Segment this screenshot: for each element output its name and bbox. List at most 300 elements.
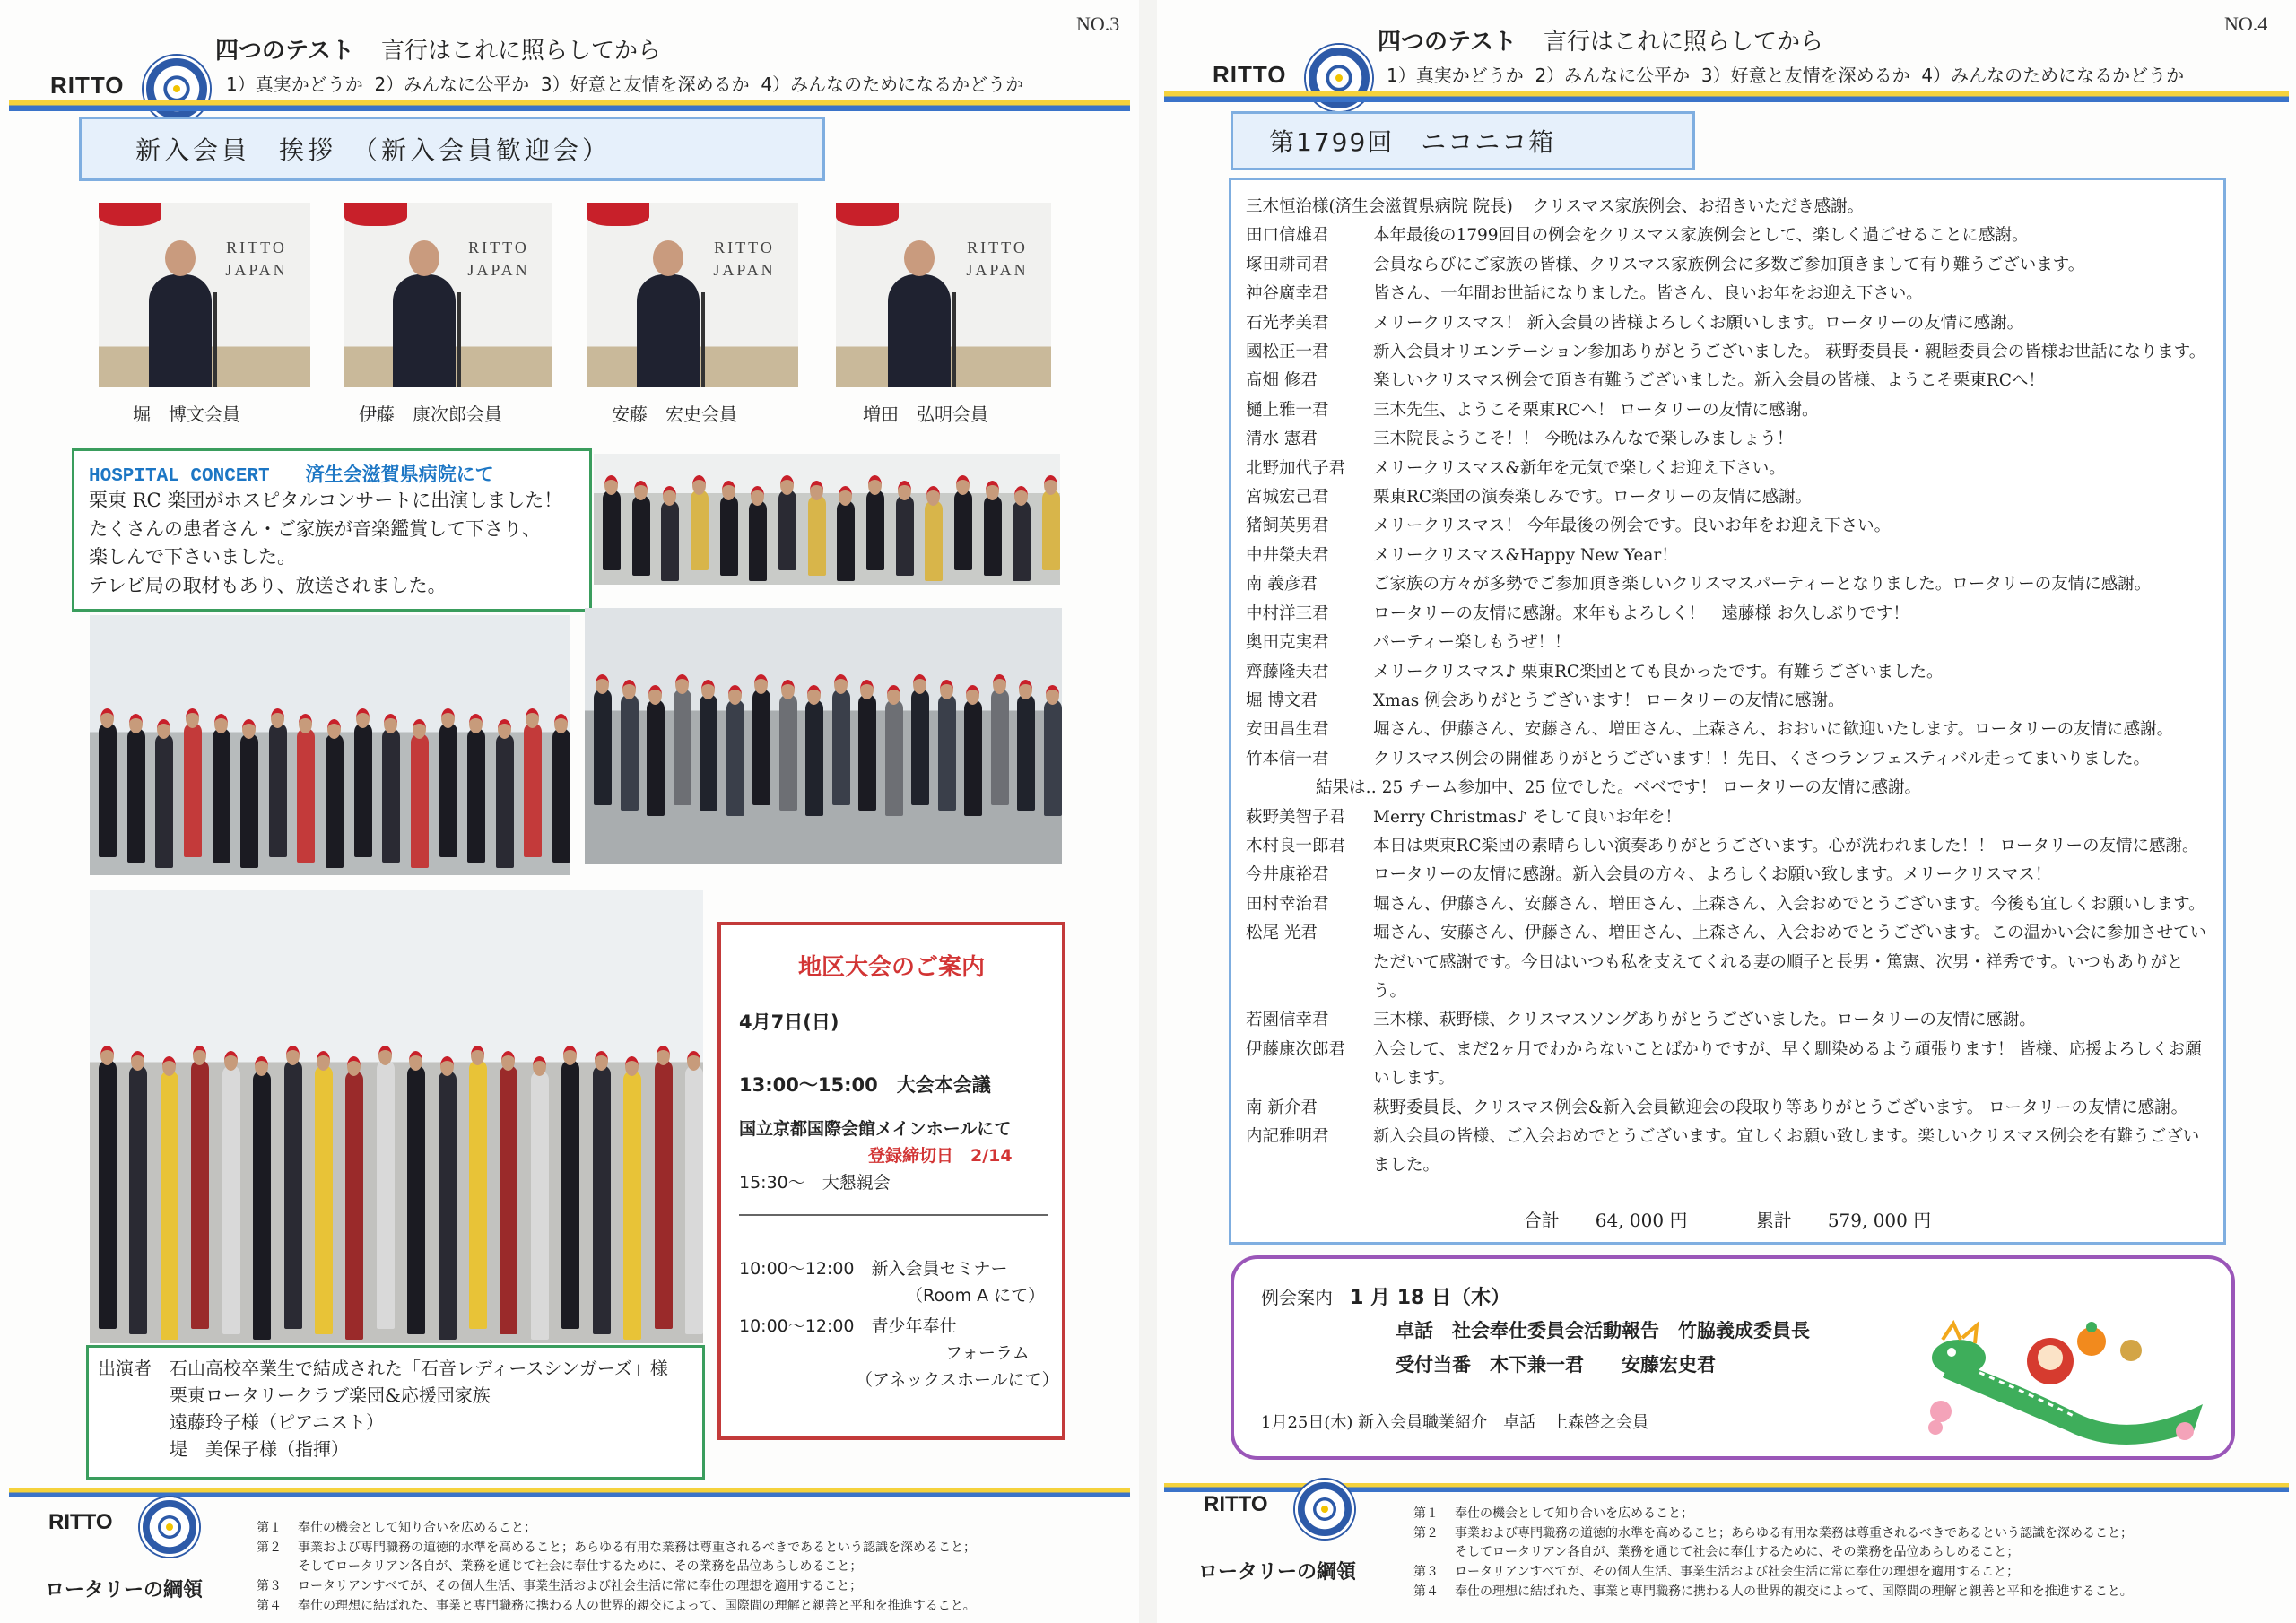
hospital-concert-box	[72, 448, 592, 612]
thanks-message: 堀さん、伊藤さん、安藤さん、増田さん、上森さん、入会おめでとうございます。今後も宜しくお願いします。	[1373, 894, 2205, 914]
member-name: 中井榮夫君	[1246, 545, 1329, 565]
thanks-entry	[1246, 919, 2214, 1006]
performer-figure	[623, 1071, 641, 1340]
performer-figure	[99, 1060, 117, 1329]
member-photo	[587, 203, 798, 387]
performer-line: 堤 美保子様（指揮）	[170, 1438, 349, 1460]
microphone-stand	[457, 292, 461, 387]
performer-figure	[726, 699, 744, 816]
concert-photo-left	[90, 615, 570, 875]
performer-line: 石山高校卒業生で結成された「石音レディースシンガーズ」様	[170, 1358, 668, 1379]
section-title-nikoniko: 第1799回 ニコニコ箱	[1231, 111, 1695, 170]
member-name: 國松正一君	[1246, 343, 1329, 362]
thanks-entry	[1246, 512, 2214, 541]
performer-head	[810, 481, 823, 500]
thanks-entry	[1246, 483, 2214, 512]
thanks-message: 三木様、萩野様、クリスマスソングありがとうございました。ロータリーの友情に感謝。	[1373, 1011, 2036, 1030]
thanks-entry	[1246, 425, 2214, 454]
thanks-entry	[1246, 455, 2214, 483]
thanks-entry	[1246, 367, 2214, 395]
thanks-message: クリスマス例会の開催ありがとうございます！！先日、くさつランフェスティバル走ってまいりました。	[1373, 749, 2150, 768]
rotary-objects-title: ロータリーの綱領	[1198, 1561, 1357, 1584]
performer-figure	[1013, 500, 1031, 581]
thanks-entry	[1246, 716, 2214, 744]
thanks-list	[1246, 193, 2214, 1181]
member-name: 齊藤隆夫君	[1246, 662, 1329, 681]
ritto-banner-text: RITTO JAPAN	[467, 239, 530, 280]
concert-line: テレビ局の取材もあり、放送されました。	[89, 574, 447, 596]
thanks-message: 堀さん、伊藤さん、安藤さん、増田さん、上森さん、おおいに歓迎いたします。ロータリーの友情に感謝。	[1373, 720, 2174, 740]
performer-figure	[832, 689, 850, 805]
performer-figure	[594, 689, 612, 805]
performer-head	[993, 674, 1006, 694]
thanks-message: パーティー楽しもうぜ！！	[1373, 633, 1571, 653]
performer-figure	[284, 1060, 302, 1329]
performer-head	[834, 674, 848, 694]
member-name	[1246, 774, 1316, 803]
performer-line: 栗東ロータリークラブ楽団&応援団家族	[170, 1384, 491, 1406]
performer-head	[887, 685, 900, 705]
performer-head	[186, 708, 199, 728]
member-name: 樋上雅一君	[1246, 400, 1329, 420]
performer-figure	[129, 1065, 147, 1334]
header-stripe	[1164, 91, 2289, 102]
performer-head	[898, 481, 911, 500]
performer-figure	[469, 1060, 487, 1329]
performer-head	[271, 708, 284, 728]
speaker-face	[409, 240, 439, 276]
newsletter-page-4	[1157, 0, 2296, 1623]
event-date: 4月7日(日)	[739, 1011, 839, 1033]
thanks-message: メリークリスマス&Happy New Year！	[1373, 545, 1678, 565]
performer-figure	[222, 1065, 240, 1334]
performer-figure	[808, 495, 826, 576]
performer-head	[498, 719, 511, 739]
member-name: 伊藤康次郎君	[1246, 1039, 1346, 1059]
event-divider	[739, 1214, 1048, 1216]
banner	[836, 203, 899, 226]
performer-head	[162, 1056, 176, 1076]
meeting-label: 例会案内 1 月 18 日（木）	[1261, 1287, 1510, 1309]
thanks-message: 堀さん、安藤さん、伊藤さん、増田さん、上森さん、入会おめでとうございます。この温かい会に参加させていただいて感謝です。今日はいつも私を支えてくれる妻の順子と長男・篤憲、次男・祥秀です。いつもありがとう。	[1373, 924, 2207, 1001]
performer-figure	[1017, 694, 1035, 811]
performer-head	[595, 1051, 608, 1071]
performer-figure	[691, 490, 709, 570]
performer-figure	[685, 1065, 703, 1334]
performer-figure	[779, 694, 797, 811]
performer-figure	[700, 694, 718, 811]
member-name: 北野加代子君	[1246, 458, 1346, 478]
performer-head	[781, 680, 795, 699]
performer-head	[657, 1046, 670, 1065]
four-way-test-title: 四つのテスト 言行はこれに照らしてから	[215, 38, 661, 65]
event-forum: 10:00〜12:00 青少年奉仕	[739, 1316, 957, 1336]
performer-head	[214, 714, 228, 733]
event-forum-b: フォーラム	[945, 1343, 1030, 1363]
performer-figure	[496, 733, 514, 868]
thanks-message: メリークリスマス！ 今年最後の例会です。良いお年をお迎え下さい。	[1373, 516, 1892, 536]
microphone-stand	[701, 292, 705, 387]
ritto-banner-text: RITTO JAPAN	[713, 239, 776, 280]
four-way-test-items: 1）真実かどうか 2）みんなに公平か 3）好意と友情を深めるか 4）みんなのためになるかどうか	[1387, 65, 2185, 86]
thanks-message: 萩野委員長、クリスマス例会&新入会員歓迎会の段取り等ありがとうございます。 ロータリーの友情に感謝。	[1373, 1098, 2188, 1117]
performer-figure	[1042, 490, 1060, 570]
club-logo-text: RITTO	[50, 72, 125, 99]
performer-figure	[720, 495, 738, 576]
member-photo	[344, 203, 552, 387]
microphone-stand	[213, 292, 217, 387]
concert-line: 楽しんで下さいました。	[89, 546, 296, 568]
performer-figure	[984, 495, 1002, 576]
thanks-message: 三木先生、ようこそ栗東RCへ！ ロータリーの友情に感謝。	[1373, 400, 1819, 420]
performer-figure	[382, 728, 400, 863]
performer-head	[413, 719, 426, 739]
performer-head	[675, 674, 689, 694]
thanks-message: メリークリスマス！ 新入会員の皆様よろしくお願いします。ロータリーの友情に感謝。	[1373, 313, 2024, 333]
speaker-face	[165, 240, 196, 276]
performer-figure	[938, 694, 956, 811]
performer-figure	[377, 1060, 395, 1329]
thanks-entry	[1246, 861, 2214, 890]
thanks-entry	[1246, 542, 2214, 570]
thanks-entry	[1246, 309, 2214, 338]
performer-figure	[240, 733, 258, 868]
member-name: 塚田耕司君	[1246, 255, 1329, 274]
performer-head	[100, 1046, 114, 1065]
rotary-objects-list: 第１ 奉仕の機会として知り合いを広めること； 第２ 事業および専門職務の道徳的水準を高めること；あらゆる有用な業務は尊重されるべきであるという認識を深めること； そしてロータリアン各自が、業務を通じて社会に奉仕するために、その業務を品位あらしめること； 第３ ロータリアンすべてが、その個人生活、事業生活および社会生活に常に奉仕の理想を適用すること； 第４ 奉仕の理想に結ばれた、事業と専門職務に携わる人の世界的親交によって、国際間の理解と親善と平和を推進すること。	[1413, 1506, 2133, 1599]
thanks-message: メリークリスマス♪ 栗東RC楽団とても良かったです。有難うございました。	[1373, 662, 1944, 681]
rotary-wheel-icon	[1295, 1480, 1354, 1539]
performer-head	[129, 714, 143, 733]
performer-head	[596, 674, 609, 694]
member-name-caption: 増田 弘明会員	[863, 404, 988, 425]
thanks-entry	[1246, 1006, 2214, 1035]
member-name: 萩野美智子君	[1246, 807, 1346, 827]
group-photo	[90, 890, 703, 1343]
total-today: 64, 000 円	[1595, 1210, 1688, 1231]
performer-head	[868, 475, 882, 495]
performer-head	[255, 1056, 268, 1076]
performer-head	[986, 481, 999, 500]
member-name: 内記雅明君	[1246, 1127, 1329, 1146]
performer-figure	[621, 694, 639, 811]
newsletter-page-3	[0, 0, 1139, 1623]
performer-head	[956, 475, 970, 495]
performer-figure	[99, 723, 117, 857]
section-title-new-members: 新入会員 挨拶 （新入会員歓迎会）	[79, 117, 825, 181]
ritto-banner-text: RITTO JAPAN	[966, 239, 1029, 280]
performer-figure	[253, 1071, 271, 1340]
performer-figure	[632, 495, 650, 576]
thanks-entry	[1246, 1123, 2214, 1181]
member-name: 猪飼英男君	[1246, 516, 1329, 536]
thanks-message: 結果は‥ 25 チーム参加中、25 位でした。べべです！ ロータリーの友情に感謝。	[1316, 778, 1921, 798]
four-way-test-items: 1）真実かどうか 2）みんなに公平か 3）好意と友情を深めるか 4）みんなのためになるかどうか	[226, 74, 1024, 95]
performer-head	[940, 680, 953, 699]
performer-figure	[326, 733, 344, 868]
thanks-message: 楽しいクリスマス例会で頂き有難うございました。新入会員の皆様、ようこそ栗東RCへ！	[1373, 371, 2045, 391]
performer-head	[327, 719, 341, 739]
member-photo	[99, 203, 310, 387]
member-name: 三木恒治様(済生会滋賀県病院 院長)	[1246, 197, 1513, 216]
event-seminar: 10:00〜12:00 新入会員セミナー	[739, 1259, 1008, 1279]
performer-head	[692, 475, 706, 495]
thanks-entry	[1246, 629, 2214, 657]
performer-figure	[184, 723, 202, 857]
performer-figure	[911, 689, 929, 805]
thanks-message: 会員ならびにご家族の皆様、クリスマス家族例会に多数ご参加頂きまして有り難うございます。	[1373, 255, 2085, 274]
performer-head	[554, 714, 568, 733]
performer-figure	[991, 689, 1009, 805]
performer-line: 遠藤玲子様（ピアニスト）	[170, 1411, 384, 1433]
four-way-test-title: 四つのテスト 言行はこれに照らしてから	[1378, 29, 1823, 56]
performer-figure	[1044, 699, 1062, 816]
performer-head	[634, 481, 648, 500]
performer-figure	[603, 490, 621, 570]
thanks-message: Xmas 例会ありがとうございます！ ロータリーの友情に感謝。	[1373, 690, 1845, 710]
performer-head	[533, 1056, 546, 1076]
footer-logo-text: RITTO	[1204, 1492, 1268, 1516]
performer-head	[622, 680, 636, 699]
thanks-entry	[1246, 890, 2214, 919]
performer-figure	[213, 728, 230, 863]
performer-figure	[866, 490, 884, 570]
member-name: 今井康裕君	[1246, 865, 1329, 885]
totals-row: 合計 64, 000 円 累計 579, 000 円	[1523, 1210, 1932, 1231]
microphone-stand	[952, 292, 956, 387]
header-stripe	[9, 100, 1130, 111]
thanks-entry	[1246, 193, 2214, 221]
member-name: 宮城宏己君	[1246, 488, 1329, 508]
district-conference-box	[718, 922, 1065, 1440]
performer-figure	[191, 1060, 209, 1329]
member-name: 石光孝美君	[1246, 313, 1329, 333]
thanks-entry	[1246, 658, 2214, 687]
banner	[587, 203, 649, 226]
performer-head	[471, 1046, 484, 1065]
banner	[344, 203, 407, 226]
thanks-entry	[1246, 570, 2214, 599]
member-name: 清水 憲君	[1246, 430, 1318, 449]
rotary-objects-title: ロータリーの綱領	[45, 1579, 204, 1601]
thanks-entry	[1246, 832, 2214, 861]
performer-head	[440, 1056, 454, 1076]
performer-figure	[749, 500, 767, 581]
event-forum-room: （アネックスホールにて）	[856, 1370, 1059, 1390]
performer-head	[286, 1046, 300, 1065]
speaker	[637, 274, 700, 387]
event-deadline: 登録締切日 2/14	[868, 1146, 1013, 1166]
thanks-message: ロータリーの友情に感謝。新入会員の方々、よろしくお願い致します。メリークリスマス！	[1373, 865, 2052, 885]
member-name-caption: 堀 博文会員	[133, 404, 240, 425]
performer-head	[728, 685, 742, 705]
member-name: 松尾 光君	[1246, 924, 1318, 943]
thanks-entry	[1246, 338, 2214, 367]
performer-figure	[500, 1065, 517, 1334]
speaker	[149, 274, 212, 387]
performer-head	[441, 708, 455, 728]
performer-head	[1046, 685, 1059, 705]
thanks-message: ロータリーの友情に感謝。来年もよろしく！ 遠藤様 お久しぶりです！	[1373, 603, 1909, 623]
performer-head	[356, 708, 370, 728]
event-title: 地区大会のご案内	[797, 954, 985, 981]
speaker-face	[653, 240, 683, 276]
thanks-entry	[1246, 687, 2214, 716]
performer-figure	[885, 699, 903, 816]
member-name: 南 義彦君	[1246, 575, 1318, 595]
thanks-message: 本年最後の1799回目の例会をクリスマス家族例会として、楽しく過ごせることに感謝。	[1373, 226, 2029, 246]
performer-figure	[858, 694, 876, 811]
member-name: 中村洋三君	[1246, 603, 1329, 623]
member-name: 髙畑 修君	[1246, 371, 1318, 391]
thanks-message: 新入会員オリエンテーション参加ありがとうございました。 萩野委員長・親睦委員会の皆様お世話になります。	[1373, 343, 2206, 362]
thanks-entry	[1246, 1094, 2214, 1123]
thanks-message: 皆さん、一年間お世話になりました。皆さん、良いお年をお迎え下さい。	[1373, 284, 1923, 304]
performer-head	[687, 1051, 700, 1071]
performer-figure	[297, 728, 315, 863]
meeting-info-box	[1231, 1255, 2235, 1460]
concert-title: HOSPITAL CONCERT 済生会滋賀県病院にて	[89, 464, 494, 487]
performer-head	[648, 685, 662, 705]
performer-figure	[561, 1060, 579, 1329]
performer-head	[780, 475, 794, 495]
performer-figure	[778, 490, 796, 570]
concert-photo-top-right	[594, 454, 1060, 585]
event-session: 13:00〜15:00 大会本会議	[739, 1074, 991, 1096]
member-name: 神谷廣幸君	[1246, 284, 1329, 304]
member-name-caption: 安藤 宏史会員	[612, 404, 737, 425]
event-venue: 国立京都国際会館メインホールにて	[739, 1119, 1012, 1139]
member-photo	[836, 203, 1051, 387]
performer-figure	[354, 723, 372, 857]
performer-figure	[345, 1071, 363, 1340]
performer-figure	[467, 728, 485, 863]
rotary-wheel-icon	[140, 1497, 199, 1557]
concert-line: 栗東 RC 楽団がホスピタルコンサートに出演しました！	[89, 490, 563, 511]
thanks-entry	[1246, 251, 2214, 280]
performer-head	[317, 1051, 330, 1071]
member-name: 木村良一郎君	[1246, 836, 1346, 855]
performer-figure	[155, 733, 173, 868]
rotary-wheel-icon	[144, 56, 210, 122]
member-name: 南 新介君	[1246, 1098, 1318, 1117]
performer-figure	[954, 490, 972, 570]
concert-line: たくさんの患者さん・ご家族が音楽鑑賞して下さり、	[89, 517, 541, 540]
dragon-new-year-icon	[1916, 1306, 2221, 1449]
performer-figure	[531, 1071, 549, 1340]
performer-figure	[269, 723, 287, 857]
thanks-message: クリスマス家族例会、お招きいただき感謝。	[1532, 197, 1865, 216]
thanks-entry	[1246, 774, 2214, 803]
performer-figure	[407, 1065, 425, 1334]
thanks-entry	[1246, 280, 2214, 308]
thanks-message: 入会して、まだ2ヶ月でわからないことばかりですが、早く馴染めるよう頑張ります！ 皆様、応援よろしくお願いします。	[1373, 1039, 2202, 1089]
member-name: 奥田克実君	[1246, 633, 1329, 653]
nikoniko-thanks-box	[1229, 178, 2226, 1245]
meeting-talk: 卓話 社会奉仕委員会活動報告 竹脇義成委員長	[1396, 1320, 1810, 1341]
member-name-caption: 伊藤 康次郎会員	[359, 404, 502, 425]
performer-figure	[127, 728, 145, 863]
thanks-message: 新入会員の皆様、ご入会おめでとうございます。宜しくお願い致します。楽しいクリスマス例会を有難うございました。	[1373, 1127, 2200, 1176]
footer-logo-text: RITTO	[48, 1510, 113, 1534]
performer-figure	[161, 1071, 178, 1340]
speaker	[888, 274, 951, 387]
speaker-face	[904, 240, 935, 276]
member-name: 安田昌生君	[1246, 720, 1329, 740]
thanks-entry	[1246, 745, 2214, 774]
performer-figure	[411, 733, 429, 868]
thanks-message: 栗東RC楽団の演奏楽しみです。ロータリーの友情に感謝。	[1373, 488, 1813, 508]
performer-head	[722, 481, 735, 500]
performer-figure	[661, 500, 679, 581]
performer-head	[604, 475, 618, 495]
performer-figure	[655, 1060, 673, 1329]
performer-figure	[752, 689, 770, 805]
member-name: 若園信幸君	[1246, 1011, 1329, 1030]
concert-photo-right	[585, 608, 1062, 864]
performer-figure	[674, 689, 691, 805]
performers-label: 出演者	[98, 1358, 152, 1379]
performer-figure	[439, 1071, 457, 1340]
banner	[99, 203, 161, 226]
thanks-message: メリークリスマス&新年を元気で楽しくお迎え下さい。	[1373, 458, 1786, 478]
performer-figure	[647, 699, 665, 816]
speaker	[393, 274, 456, 387]
performer-figure	[593, 1065, 611, 1334]
thanks-entry	[1246, 1036, 2214, 1094]
performer-figure	[805, 699, 823, 816]
performer-figure	[439, 723, 457, 857]
thanks-message: 本日は栗東RC楽団の素晴らしい演奏ありがとうございます。心が洗われました！！ ロータリーの友情に感謝。	[1373, 836, 2199, 855]
member-name: 田村幸治君	[1246, 894, 1329, 914]
event-seminar-room: （Room A にて）	[906, 1286, 1046, 1306]
performer-figure	[552, 728, 570, 863]
meeting-reception: 受付当番 木下兼一君 安藤宏史君	[1396, 1354, 1716, 1376]
page-number: NO.3	[1076, 13, 1120, 35]
performer-head	[100, 708, 114, 728]
member-name: 竹本信一君	[1246, 749, 1329, 768]
thanks-entry	[1246, 221, 2214, 250]
performer-head	[701, 680, 715, 699]
event-party: 15:30〜 大懇親会	[739, 1173, 891, 1193]
ritto-banner-text: RITTO JAPAN	[225, 239, 288, 280]
performer-figure	[964, 699, 982, 816]
thanks-entry	[1246, 396, 2214, 425]
rotary-objects-list: 第１ 奉仕の機会として知り合いを広めること； 第２ 事業および専門職務の道徳的水準を高めること；あらゆる有用な業務は尊重されるべきであるという認識を深めること； そしてロータリアン各自が、業務を通じて社会に奉仕するために、その業務を品位あらしめること； 第３ ロータリアンすべてが、その個人生活、事業生活および社会生活に常に奉仕の理想を適用すること； 第４ 奉仕の理想に結ばれた、事業と専門職務に携わる人の世界的親交によって、国際間の理解と親善と平和を推進すること。	[257, 1521, 976, 1613]
thanks-message: 三木院長ようこそ！！ 今晩はみんなで楽しみましょう！	[1373, 430, 1794, 449]
performer-figure	[896, 495, 914, 576]
page-number: NO.4	[2224, 13, 2268, 35]
performer-figure	[524, 723, 542, 857]
performer-head	[378, 1046, 392, 1065]
thanks-entry	[1246, 600, 2214, 629]
member-name: 堀 博文君	[1246, 690, 1318, 710]
performers-box	[86, 1345, 705, 1480]
performer-head	[224, 1051, 238, 1071]
total-cumulative: 579, 000 円	[1827, 1210, 1932, 1231]
performer-figure	[315, 1065, 333, 1334]
meeting-next: 1月25日(木) 新入会員職業紹介 卓話 上森啓之会員	[1261, 1413, 1649, 1432]
member-name: 田口信雄君	[1246, 226, 1329, 246]
club-logo-text: RITTO	[1213, 61, 1287, 88]
thanks-message: Merry Christmas♪ そして良いお年を！	[1373, 807, 1682, 827]
performer-figure	[925, 500, 943, 581]
performer-figure	[837, 500, 855, 581]
thanks-message: ご家族の方々が多勢でご参加頂き楽しいクリスマスパーティーとなりました。ロータリーの友情に感謝。	[1373, 575, 2152, 595]
thanks-entry	[1246, 803, 2214, 832]
performer-head	[1044, 475, 1057, 495]
footer-stripe	[9, 1488, 1130, 1497]
